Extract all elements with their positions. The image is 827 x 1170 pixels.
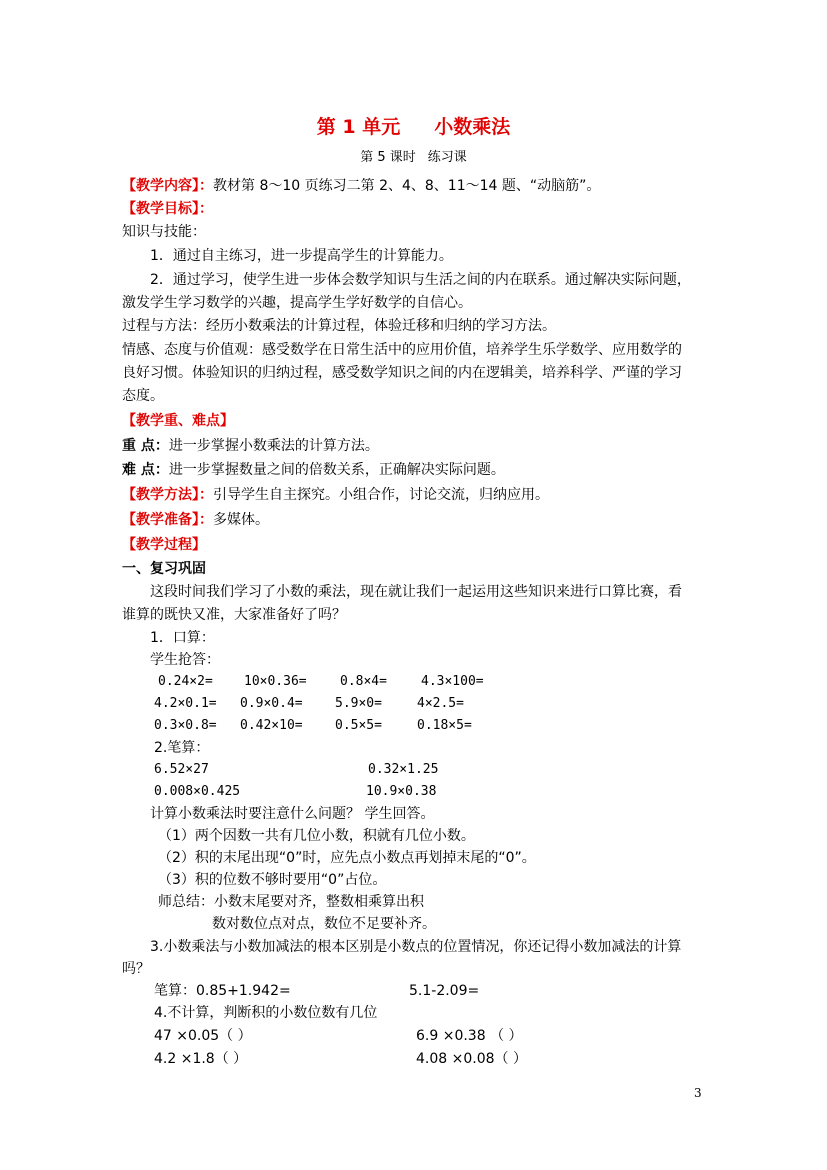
question-line: 计算小数乘法时要注意什么问题？ 学生回答。 (150, 806, 435, 822)
process-goal: 过程与方法：经历小数乘法的计算过程，体验迁移和归纳的学习方法。 (122, 318, 556, 334)
goals-label: 【教学目标】： (122, 201, 213, 217)
section-1-heading: 一、复习巩固 (122, 561, 206, 577)
q4-r0c0: 47 ×0.05（ ） (154, 1028, 252, 1044)
focus-label: 【教学重、难点】 (122, 413, 234, 429)
q3-line-a: 3.小数乘法与小数加减法的根本区别是小数点的位置情况，你还记得小数加减法的计算 (150, 939, 682, 955)
process-label: 【教学过程】 (122, 537, 206, 553)
method-line (122, 485, 549, 505)
q3-calc-1: 笔算：0.85+1.942= (154, 983, 291, 999)
knowledge-item-1: 1．通过自主练习，进一步提高学生的计算能力。 (150, 248, 453, 264)
summary-b: 数对数位点对点，数位不足要补齐。 (212, 916, 436, 932)
difficult-point (122, 460, 505, 480)
note-3: （3）积的位数不够时要用“0”占位。 (158, 872, 387, 888)
key-point-label: 重 点： (122, 438, 169, 454)
key-point (122, 436, 379, 456)
summary-a: 师总结：小数末尾要对齐，整数相乘算出积 (158, 894, 424, 910)
written-r1c0: 0.008×0.425 (154, 784, 241, 799)
prep-label: 【教学准备】： (122, 512, 213, 528)
note-2: （2）积的末尾出现“0”时，应先点小数点再划掉末尾的“0”。 (158, 850, 536, 866)
prep-line (122, 510, 269, 530)
method-text: 引导学生自主探究。小组合作，讨论交流，归纳应用。 (213, 487, 549, 503)
written-r0c1: 0.32×1.25 (368, 762, 439, 777)
knowledge-item-2a: 2．通过学习，使学生进一步体会数学知识与生活之间的内在联系。通过解决实际问题， (150, 272, 691, 288)
intro-a: 这段时间我们学习了小数的乘法，现在就让我们一起运用这些知识来进行口算比赛，看 (150, 584, 682, 600)
method-label: 【教学方法】： (122, 487, 213, 503)
oral-r2c1: 0.42×10= (240, 718, 303, 733)
oral-r1c3: 4×2.5= (417, 696, 464, 711)
lesson-number: 第 5 课时 (360, 150, 416, 165)
oral-r1c1: 0.9×0.4= (240, 696, 303, 711)
oral-r1c2: 5.9×0= (335, 696, 382, 711)
oral-subheading: 学生抢答： (150, 652, 220, 668)
oral-r0c3: 4.3×100= (421, 674, 484, 689)
oral-r1c0: 4.2×0.1= (154, 696, 217, 711)
unit-title (0, 112, 827, 139)
difficult-point-text: 进一步掌握数量之间的倍数关系，正确解决实际问题。 (168, 462, 505, 478)
oral-r0c1: 10×0.36= (244, 674, 307, 689)
q4-r1c0: 4.2 ×1.8（ ） (154, 1051, 248, 1067)
oral-heading: 1．口算： (150, 630, 215, 646)
oral-r0c0: 0.24×2= (158, 674, 213, 689)
written-r1c1: 10.9×0.38 (366, 784, 437, 799)
q4-heading: 4.不计算，判断积的小数位数有几位 (154, 1005, 378, 1021)
written-r0c0: 6.52×27 (154, 762, 209, 777)
key-point-text: 进一步掌握小数乘法的计算方法。 (168, 438, 379, 454)
page-number: 3 (694, 1086, 702, 1100)
content-line (122, 176, 600, 196)
content-text: 教材第 8～10 页练习二第 2、4、8、11～14 题、“动脑筋”。 (213, 178, 601, 194)
unit-topic: 小数乘法 (434, 116, 511, 138)
prep-text: 多媒体。 (213, 512, 269, 528)
q4-r1c1: 4.08 ×0.08（ ） (416, 1051, 527, 1067)
oral-r2c3: 0.18×5= (417, 718, 472, 733)
q3-calc-2: 5.1-2.09= (409, 983, 480, 999)
oral-r2c0: 0.3×0.8= (154, 718, 217, 733)
lesson-type: 练习课 (427, 150, 467, 165)
q3-line-b: 吗？ (122, 961, 150, 977)
difficult-point-label: 难 点： (122, 462, 169, 478)
content-label: 【教学内容】： (122, 178, 213, 194)
emotion-goal-c: 态度。 (122, 388, 164, 404)
q4-r0c1: 6.9 ×0.38 （ ） (416, 1028, 523, 1044)
lesson-subtitle (0, 146, 827, 165)
oral-r0c2: 0.8×4= (340, 674, 387, 689)
oral-r2c2: 0.5×5= (335, 718, 382, 733)
note-1: （1）两个因数一共有几位小数，积就有几位小数。 (158, 828, 475, 844)
emotion-goal-a: 情感、态度与价值观：感受数学在日常生活中的应用价值，培养学生乐学数学、应用数学的 (122, 342, 682, 358)
emotion-goal-b: 良好习惯。体验知识的归纳过程，感受数学知识之间的内在逻辑美，培养科学、严谨的学习 (122, 365, 682, 381)
written-heading: 2.笔算： (154, 740, 210, 756)
unit-number: 第 1 单元 (316, 116, 401, 138)
knowledge-heading: 知识与技能： (122, 224, 206, 240)
intro-b: 谁算的既快又准，大家准备好了吗？ (122, 607, 346, 623)
knowledge-item-2b: 激发学生学习数学的兴趣，提高学生学好数学的自信心。 (122, 295, 472, 311)
